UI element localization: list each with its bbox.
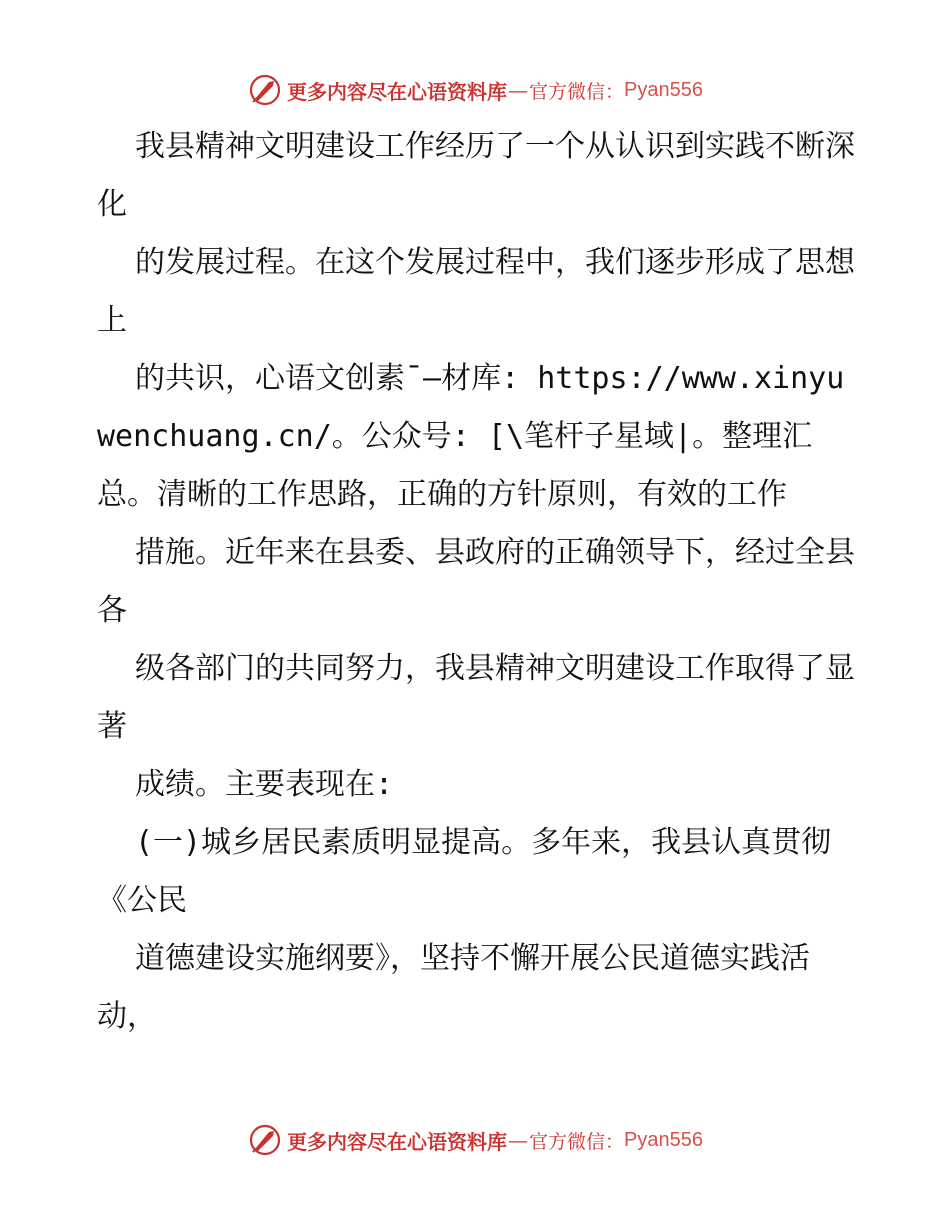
paragraph: 措施。近年来在县委、县政府的正确领导下，经过全县各 (97, 535, 855, 628)
header-banner (0, 70, 950, 110)
banner-separator: — (508, 1128, 528, 1152)
paragraph: 级各部门的共同努力，我县精神文明建设工作取得了显著 (97, 651, 855, 744)
paragraph: 道德建设实施纲要》，坚持不懈开展公民道德实践活动， (97, 941, 810, 1034)
footer-banner (0, 1120, 950, 1160)
paragraph: 我县精神文明建设工作经历了一个从认识到实践不断深化 (97, 129, 855, 222)
quill-pen-logo-icon (247, 72, 283, 108)
paragraph: 的发展过程。在这个发展过程中，我们逐步形成了思想上 (97, 245, 855, 338)
paragraph: 成绩。主要表现在: (135, 767, 394, 802)
banner-brand-text: 更多内容尽在心语资料库 (287, 1129, 507, 1154)
banner-brand-text: 更多内容尽在心语资料库 (287, 79, 507, 104)
document-body (97, 118, 857, 1046)
paragraph: (一)城乡居民素质明显提高。多年来，我县认真贯彻《公民 (97, 825, 832, 918)
banner-separator: — (508, 78, 528, 102)
banner-wechat-label: 官方微信： (529, 1130, 625, 1153)
banner-wechat-label: 官方微信： (529, 80, 625, 103)
quill-pen-logo-icon (247, 1122, 283, 1158)
banner-wechat-id: Pyan556 (624, 1128, 703, 1151)
paragraph: 的共识，心语文创素¯—材库: https://www.xinyuwenchuang.cn/。公众号: [\笔杆子星域|。整理汇总。清晰的工作思路，正确的方针原则，有效的工作 (97, 361, 845, 512)
banner-wechat-id: Pyan556 (624, 78, 703, 101)
